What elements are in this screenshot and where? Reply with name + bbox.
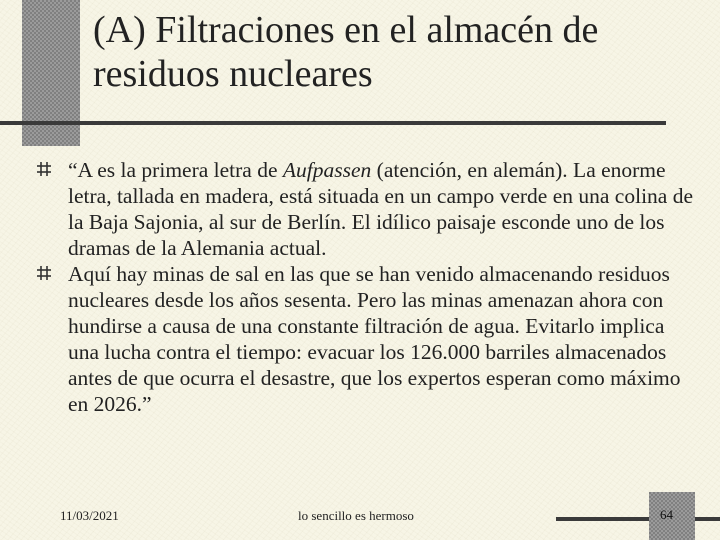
paragraph-1-text-end: (atención, en alemán). La enorme letra, tallada en madera, está situada en un campo verde en una colina de la Baja Sajonia, al sur de Berlín. El idílico paisaje esconde uno de los dramas de la Alemania actual. [68, 158, 694, 260]
decorative-rule-bottom [556, 517, 720, 521]
slide-title: (A) Filtraciones en el almacén de residuos nucleares [93, 9, 599, 95]
paragraph-1-italic-word: Aufpassen [282, 158, 372, 182]
decorative-rule-top [0, 121, 666, 125]
paragraph-2-text: Aquí hay minas de sal en las que se han venido almacenando residuos nucleares desde los años sesenta. Pero las minas amenazan ahora con hundirse a causa de una constante filtración de agua. Evitarlo implica una lucha contra el tiempo: evacuar los 126.000 barriles almacenados antes de que ocurra el desastre, que los expertos esperan como máximo en 2026.” [68, 262, 681, 416]
hash-bullet-icon [36, 265, 52, 281]
bullet-paragraph-2 [36, 261, 696, 417]
footer-caption: lo sencillo es hermoso [298, 508, 414, 523]
bullet-paragraph-1 [36, 157, 696, 261]
slide-body [36, 157, 696, 417]
hash-bullet-icon [36, 161, 52, 177]
page-number: 64 [660, 507, 673, 522]
footer-date: 11/03/2021 [60, 508, 119, 523]
paragraph-1-text-start: “A es la primera letra de [68, 158, 283, 182]
